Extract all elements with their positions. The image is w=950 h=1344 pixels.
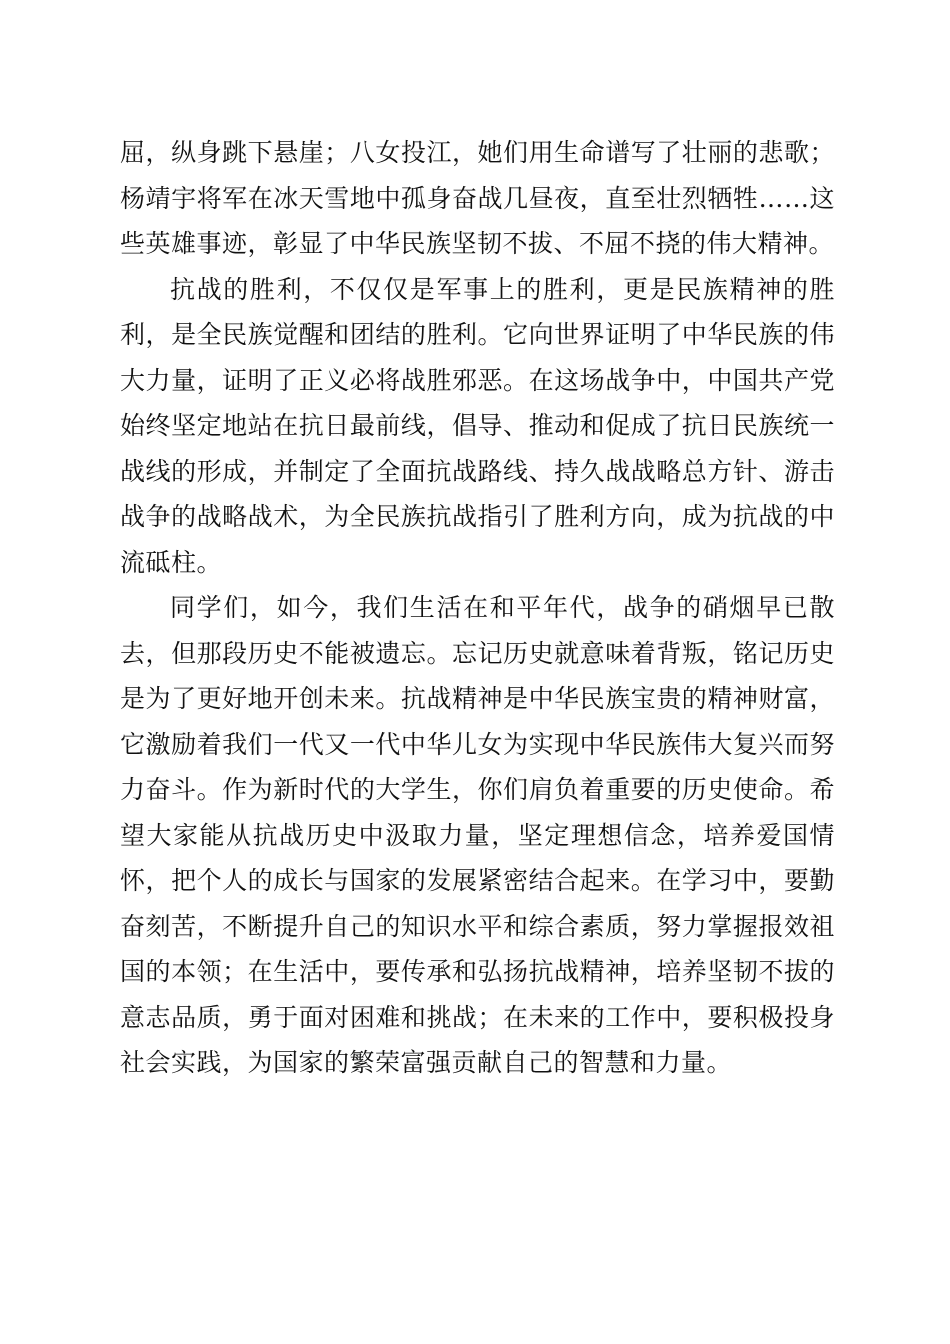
paragraph-continuation: 屈，纵身跳下悬崖；八女投江，她们用生命谱写了壮丽的悲歌；杨靖宇将军在冰天雪地中孤身奋战几昼夜，直至壮烈牺牲……这些英雄事迹，彰显了中华民族坚韧不拔、不屈不挠的伟大精神。 bbox=[120, 138, 835, 258]
paragraph-address-to-students: 同学们，如今，我们生活在和平年代，战争的硝烟早已散去，但那段历史不能被遗忘。忘记历史就意味着背叛，铭记历史是为了更好地开创未来。抗战精神是中华民族宝贵的精神财富，它激励着我们一代又一代中华儿女为实现中华民族伟大复兴而努力奋斗。作为新时代的大学生，你们肩负着重要的历史使命。希望大家能从抗战历史中汲取力量，坚定理想信念，培养爱国情怀，把个人的成长与国家的发展紧密结合起来。在学习中，要勤奋刻苦，不断提升自己的知识水平和综合素质，努力掌握报效祖国的本领；在生活中，要传承和弘扬抗战精神，培养坚韧不拔的意志品质，勇于面对困难和挑战；在未来的工作中，要积极投身社会实践，为国家的繁荣富强贡献自己的智慧和力量。 bbox=[120, 593, 835, 1077]
paragraph-victory-significance: 抗战的胜利，不仅仅是军事上的胜利，更是民族精神的胜利，是全民族觉醒和团结的胜利。它向世界证明了中华民族的伟大力量，证明了正义必将战胜邪恶。在这场战争中，中国共产党始终坚定地站在抗日最前线，倡导、推动和促成了抗日民族统一战线的形成，并制定了全面抗战路线、持久战战略总方针、游击战争的战略战术，为全民族抗战指引了胜利方向，成为抗战的中流砥柱。 bbox=[120, 274, 835, 577]
document-body bbox=[120, 130, 835, 1086]
